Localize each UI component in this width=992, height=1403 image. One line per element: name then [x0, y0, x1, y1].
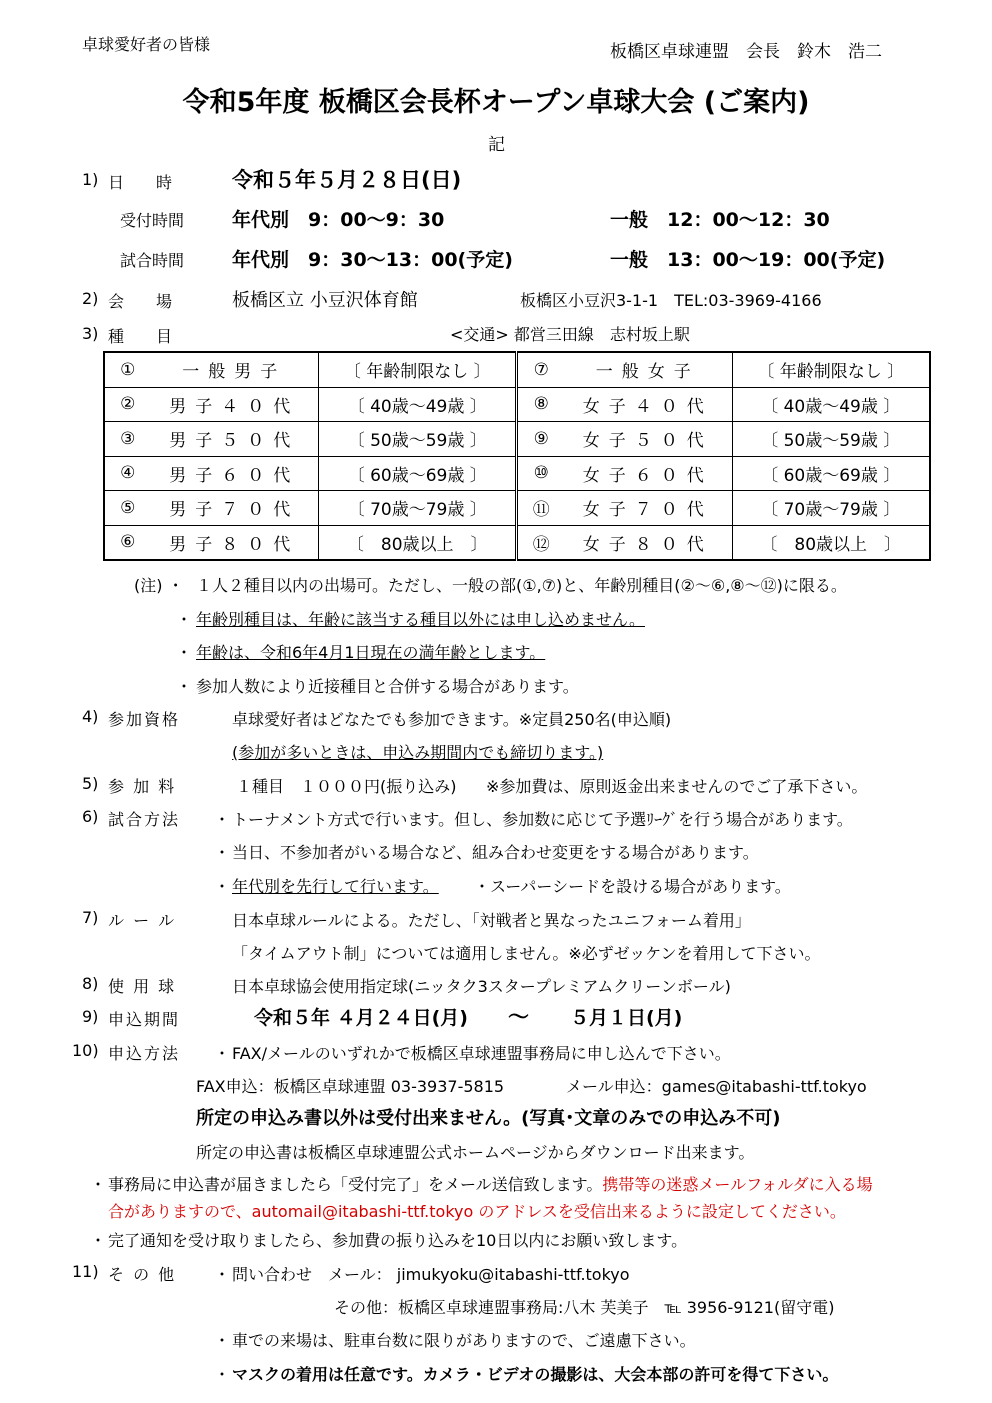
bullet: ・	[176, 610, 193, 629]
ki-mark: 記	[488, 135, 505, 155]
event-number: ⑦	[517, 352, 564, 387]
method-3a: 年代別を先行して行います。	[232, 877, 439, 896]
method-3b: ・スーパーシードを設ける場合があります。	[474, 877, 791, 896]
receipt-note	[108, 1172, 873, 1195]
event-date: 令和５年５月２８日(日)	[232, 168, 462, 192]
period-start: 令和５年 ４月２４日(月)	[254, 1007, 468, 1029]
fee: １種目 １０００円(振り込み)	[236, 777, 457, 796]
event-age-range: 〔 50歳〜59歳 〕	[732, 422, 930, 457]
bullet: ・	[214, 1331, 231, 1350]
event-age-range: 〔 年齢制限なし 〕	[732, 352, 930, 387]
event-name: 女子４０代	[564, 387, 732, 422]
venue-name: 板橋区立 小豆沢体育館	[232, 290, 418, 311]
event-age-range: 〔 40歳〜49歳 〕	[732, 387, 930, 422]
s1-num: 1)	[82, 170, 99, 189]
s9-label: 申込期間	[108, 1010, 181, 1029]
s6-num: 6)	[82, 807, 99, 826]
event-name: 女子７０代	[564, 491, 732, 526]
period-end: ５月１日(月)	[570, 1007, 683, 1029]
note-1: １人２種目以内の出場可。ただし、一般の部(①,⑦)と、年齢別種目(②〜⑥,⑧〜⑫)に限る。	[196, 576, 847, 595]
method-1: トーナメント方式で行います。但し、参加数に応じて予選ﾘｰｸﾞを行う場合があります。	[232, 810, 853, 829]
bullet: ・	[214, 843, 231, 862]
eligibility-1: 卓球愛好者はどなたでも参加できます。※定員250名(申込順)	[232, 710, 672, 729]
event-number: ⑥	[104, 525, 151, 560]
event-name: 女子８０代	[564, 525, 732, 560]
event-age-range: 〔 70歳〜79歳 〕	[732, 491, 930, 526]
eligibility-2: (参加が多いときは、申込み期間内でも締切ります。)	[232, 743, 604, 762]
bullet: ・	[214, 877, 231, 896]
contact-other: その他：板橋区卓球連盟事務局:八木 芙美子 ℡ 3956-9121(留守電)	[334, 1298, 835, 1317]
event-age-range: 〔 年齢制限なし 〕	[319, 352, 517, 387]
event-number: ①	[104, 352, 151, 387]
event-name: 男子６０代	[151, 456, 319, 491]
event-name: 男子５０代	[151, 422, 319, 457]
s5-num: 5)	[82, 774, 99, 793]
s9-num: 9)	[82, 1007, 99, 1026]
ball-info: 日本卓球協会使用指定球(ニッタク3スタープレミアムクリーンボール)	[232, 977, 731, 996]
bullet: ・	[214, 810, 231, 829]
event-age-range: 〔 80歳以上 〕	[732, 525, 930, 560]
period-tilde: 〜	[508, 1005, 529, 1029]
bullet: ・	[176, 643, 193, 662]
parking-note: 車での来場は、駐車台数に限りがありますので、ご遠慮下さい。	[232, 1331, 696, 1350]
bullet: ・	[176, 677, 193, 696]
s7-num: 7)	[82, 908, 99, 927]
event-age-range: 〔 70歳〜79歳 〕	[319, 491, 517, 526]
s8-num: 8)	[82, 974, 99, 993]
organizer: 板橋区卓球連盟 会長 鈴木 浩二	[610, 42, 882, 62]
event-row	[104, 525, 930, 560]
match-general: 一般 13：00〜19：00(予定)	[610, 249, 886, 271]
spam-warning-1: 携帯等の迷惑メールフォルダに入る場	[602, 1175, 873, 1194]
event-number: ②	[104, 387, 151, 422]
rule-1: 日本卓球ルールによる。ただし、「対戦者と異なったユニフォーム着用」	[232, 911, 751, 930]
event-number: ⑪	[517, 491, 564, 526]
s1-label: 日 時	[108, 173, 173, 192]
s3-num: 3)	[82, 324, 99, 343]
greeting: 卓球愛好者の皆様	[82, 35, 211, 54]
s3-label: 種 目	[108, 327, 173, 346]
payment-note: 完了通知を受け取りましたら、参加費の振り込みを10日以内にお願い致します。	[108, 1231, 688, 1250]
fax-apply: FAX申込：板橋区卓球連盟 03-3937-5815	[196, 1077, 505, 1096]
bullet: ・	[214, 1265, 231, 1284]
download-note: 所定の申込書は板橋区卓球連盟公式ホームページからダウンロード出来ます。	[196, 1143, 755, 1162]
bullet: ・	[90, 1175, 107, 1194]
event-number: ⑩	[517, 456, 564, 491]
note-2: 年齢別種目は、年齢に該当する種目以外には申し込めません。	[196, 610, 645, 629]
page-title: 令和5年度 板橋区会長杯オープン卓球大会 (ご案内)	[182, 87, 810, 118]
events-table	[103, 351, 931, 561]
event-name: 一般男子	[151, 352, 319, 387]
s7-label: ル ー ル	[108, 911, 177, 930]
event-name: 女子６０代	[564, 456, 732, 491]
receipt-note-text: 事務局に申込書が届きましたら「受付完了」をメール送信致します。	[108, 1175, 603, 1194]
event-number: ⑨	[517, 422, 564, 457]
s4-label: 参加資格	[108, 710, 181, 729]
event-row	[104, 352, 930, 387]
bullet: ・	[90, 1231, 107, 1250]
s10-label: 申込方法	[108, 1044, 181, 1063]
venue-address: 板橋区小豆沢3-1-1 TEL:03-3969-4166	[520, 291, 822, 310]
rule-2: 「タイムアウト制」については適用しません。※必ずゼッケンを着用して下さい。	[232, 944, 821, 963]
event-name: 男子４０代	[151, 387, 319, 422]
note-3: 年齢は、令和6年4月1日現在の満年齢とします。	[196, 643, 546, 662]
event-row	[104, 456, 930, 491]
event-row	[104, 422, 930, 457]
match-age: 年代別 9：30〜13：00(予定)	[232, 249, 513, 271]
event-row	[104, 491, 930, 526]
s8-label: 使 用 球	[108, 977, 177, 996]
event-age-range: 〔 80歳以上 〕	[319, 525, 517, 560]
s6-label: 試合方法	[108, 810, 181, 829]
contact-mail: 問い合わせ メール： jimukyoku@itabashi-ttf.tokyo	[232, 1265, 630, 1284]
event-row	[104, 387, 930, 422]
spam-warning-2: 合がありますので、automail@itabashi-ttf.tokyo のアドレスを受信出来るように設定してください。	[108, 1202, 846, 1221]
s2-label: 会 場	[108, 292, 173, 311]
event-age-range: 〔 40歳〜49歳 〕	[319, 387, 517, 422]
event-number: ⑤	[104, 491, 151, 526]
s4-num: 4)	[82, 707, 99, 726]
event-number: ⑫	[517, 525, 564, 560]
s11-label: そ の 他	[108, 1265, 177, 1284]
form-warning: 所定の申込み書以外は受付出来ません。(写真･文章のみでの申込み不可)	[196, 1108, 781, 1129]
event-number: ④	[104, 456, 151, 491]
access-info: <交通> 都営三田線 志村坂上駅	[450, 325, 690, 344]
s11-num: 11)	[72, 1262, 99, 1281]
event-name: 男子８０代	[151, 525, 319, 560]
reception-general: 一般 12：00〜12：30	[610, 209, 830, 231]
match-label: 試合時間	[120, 251, 185, 270]
notes-prefix: (注) ・	[134, 576, 184, 595]
mail-apply: メール申込：games@itabashi-ttf.tokyo	[566, 1077, 867, 1096]
event-name: 女子５０代	[564, 422, 732, 457]
bullet: ・	[214, 1044, 231, 1063]
note-4: 参加人数により近接種目と合併する場合があります。	[196, 677, 579, 696]
event-number: ⑧	[517, 387, 564, 422]
event-age-range: 〔 60歳〜69歳 〕	[319, 456, 517, 491]
reception-age: 年代別 9：00〜9：30	[232, 209, 445, 231]
event-number: ③	[104, 422, 151, 457]
event-age-range: 〔 60歳〜69歳 〕	[732, 456, 930, 491]
s10-num: 10)	[72, 1041, 99, 1060]
bullet: ・	[214, 1365, 231, 1384]
mask-note: マスクの着用は任意です。カメラ・ビデオの撮影は、大会本部の許可を得て下さい。	[232, 1365, 839, 1384]
reception-label: 受付時間	[120, 211, 185, 230]
s5-label: 参 加 料	[108, 777, 177, 796]
s2-num: 2)	[82, 289, 99, 308]
event-name: 一般女子	[564, 352, 732, 387]
event-name: 男子７０代	[151, 491, 319, 526]
method-2: 当日、不参加者がいる場合など、組み合わせ変更をする場合があります。	[232, 843, 759, 862]
event-age-range: 〔 50歳〜59歳 〕	[319, 422, 517, 457]
apply-method: FAX/メールのいずれかで板橋区卓球連盟事務局に申し込んで下さい。	[232, 1044, 731, 1063]
fee-note: ※参加費は、原則返金出来ませんのでご了承下さい。	[486, 777, 868, 796]
